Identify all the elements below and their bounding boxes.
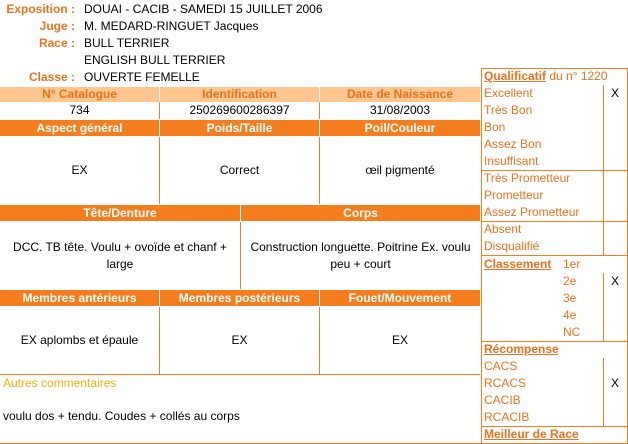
- qualificatif-mark[interactable]: [604, 170, 626, 187]
- qualificatif-row: Absent: [484, 222, 522, 236]
- qualificatif-row: Bon: [484, 120, 506, 134]
- recompense-mark[interactable]: X: [610, 376, 619, 390]
- recompense-title: Récompense: [484, 342, 559, 356]
- birthdate-header: Date de Naissance: [320, 87, 480, 102]
- juge-label: Juge :: [39, 19, 75, 33]
- qualificatif-mark[interactable]: [604, 153, 626, 170]
- recompense-row: RCACIB: [484, 410, 530, 424]
- identification-header: Identification: [160, 87, 319, 102]
- aspect-general-header: Aspect général: [0, 120, 159, 136]
- meilleur-title: Meilleur de Race: [484, 427, 579, 441]
- membres-anterieurs-value: EX aplombs et épaule: [20, 333, 139, 347]
- comments-label: Autres commentaires: [3, 376, 117, 390]
- exposition-label: Exposition :: [6, 2, 75, 16]
- qualificatif-row: Très Bon: [484, 103, 533, 117]
- membres-posterieurs-value: EX: [231, 333, 248, 347]
- qualificatif-mark[interactable]: [604, 204, 626, 221]
- qualificatif-mark[interactable]: [604, 221, 626, 238]
- exposition-value: DOUAI - CACIB - SAMEDI 15 JUILLET 2006: [84, 2, 323, 16]
- divider: [319, 102, 320, 119]
- divider: [319, 137, 320, 204]
- recompense-row: RCACS: [484, 376, 527, 390]
- corps-value: Construction longuette. Poitrine Ex. voulu peu + court: [250, 239, 471, 271]
- classement-row: 1er: [563, 257, 581, 271]
- race-value-2: ENGLISH BULL TERRIER: [84, 53, 226, 67]
- classement-mark[interactable]: [604, 290, 626, 307]
- recompense-mark[interactable]: [604, 409, 626, 426]
- poil-couleur-header: Poil/Couleur: [320, 120, 480, 136]
- recompense-mark[interactable]: [604, 392, 626, 409]
- qualificatif-row: Insuffisant: [484, 154, 539, 168]
- fouet-mouvement-value: EX: [391, 333, 408, 347]
- qualificatif-mark[interactable]: [604, 187, 626, 204]
- classe-value: OUVERTE FEMELLE: [84, 70, 200, 84]
- qualificatif-mark[interactable]: [604, 136, 626, 153]
- divider: [0, 374, 480, 375]
- classement-title: Classement: [484, 257, 552, 271]
- comments-text: voulu dos + tendu. Coudes + collés au corps: [3, 409, 240, 423]
- qualificatif-row: Très Prometteur: [484, 171, 571, 185]
- classement-row: 3e: [563, 291, 577, 305]
- qualificatif-mark[interactable]: [604, 238, 626, 255]
- race-label: Race :: [38, 36, 75, 50]
- divider: [159, 102, 160, 119]
- juge-value: M. MEDARD-RINGUET Jacques: [84, 19, 259, 33]
- divider: [159, 137, 160, 204]
- poids-taille-value: Correct: [219, 163, 260, 177]
- qualificatif-mark[interactable]: [604, 102, 626, 119]
- recompense-row: CACIB: [484, 393, 521, 407]
- classement-mark[interactable]: X: [610, 274, 619, 288]
- qualificatif-title: Qualificatif du n° 1220: [484, 69, 608, 83]
- membres-posterieurs-header: Membres postérieurs: [160, 290, 319, 306]
- poids-taille-header: Poids/Taille: [160, 120, 319, 136]
- corps-header: Corps: [241, 205, 480, 221]
- divider: [319, 307, 320, 374]
- qualificatif-row: Excellent: [484, 86, 533, 100]
- classement-row: NC: [563, 325, 581, 339]
- qualificatif-row: Assez Bon: [484, 137, 542, 151]
- identification-value: 250269600286397: [189, 103, 290, 117]
- catalogue-header: N° Catalogue: [0, 87, 159, 102]
- classement-mark[interactable]: [604, 307, 626, 324]
- recompense-mark[interactable]: [604, 358, 626, 375]
- classement-mark[interactable]: [604, 256, 626, 273]
- classement-row: 2e: [563, 274, 577, 288]
- divider: [159, 307, 160, 374]
- tete-denture-value: DCC. TB tête. Voulu + ovoïde et chanf + large: [13, 239, 227, 271]
- tete-denture-header: Tête/Denture: [0, 205, 240, 221]
- qualificatif-row: Disqualifié: [484, 239, 540, 253]
- divider: [240, 222, 241, 289]
- aspect-general-value: EX: [71, 163, 88, 177]
- poil-couleur-value: œil pigmenté: [365, 163, 435, 177]
- qualificatif-row: Assez Prometteur: [484, 205, 580, 219]
- race-value-1: BULL TERRIER: [84, 36, 170, 50]
- classe-label: Classe :: [28, 70, 75, 84]
- classement-mark[interactable]: [604, 324, 626, 341]
- catalogue-value: 734: [69, 103, 90, 117]
- birthdate-value: 31/08/2003: [369, 103, 431, 117]
- membres-anterieurs-header: Membres antérieurs: [0, 290, 159, 306]
- classement-row: 4e: [563, 308, 577, 322]
- qualificatif-mark[interactable]: X: [610, 86, 619, 100]
- qualificatif-row: Prometteur: [484, 188, 544, 202]
- recompense-row: CACS: [484, 359, 518, 373]
- qualificatif-mark[interactable]: [604, 119, 626, 136]
- fouet-mouvement-header: Fouet/Mouvement: [320, 290, 480, 306]
